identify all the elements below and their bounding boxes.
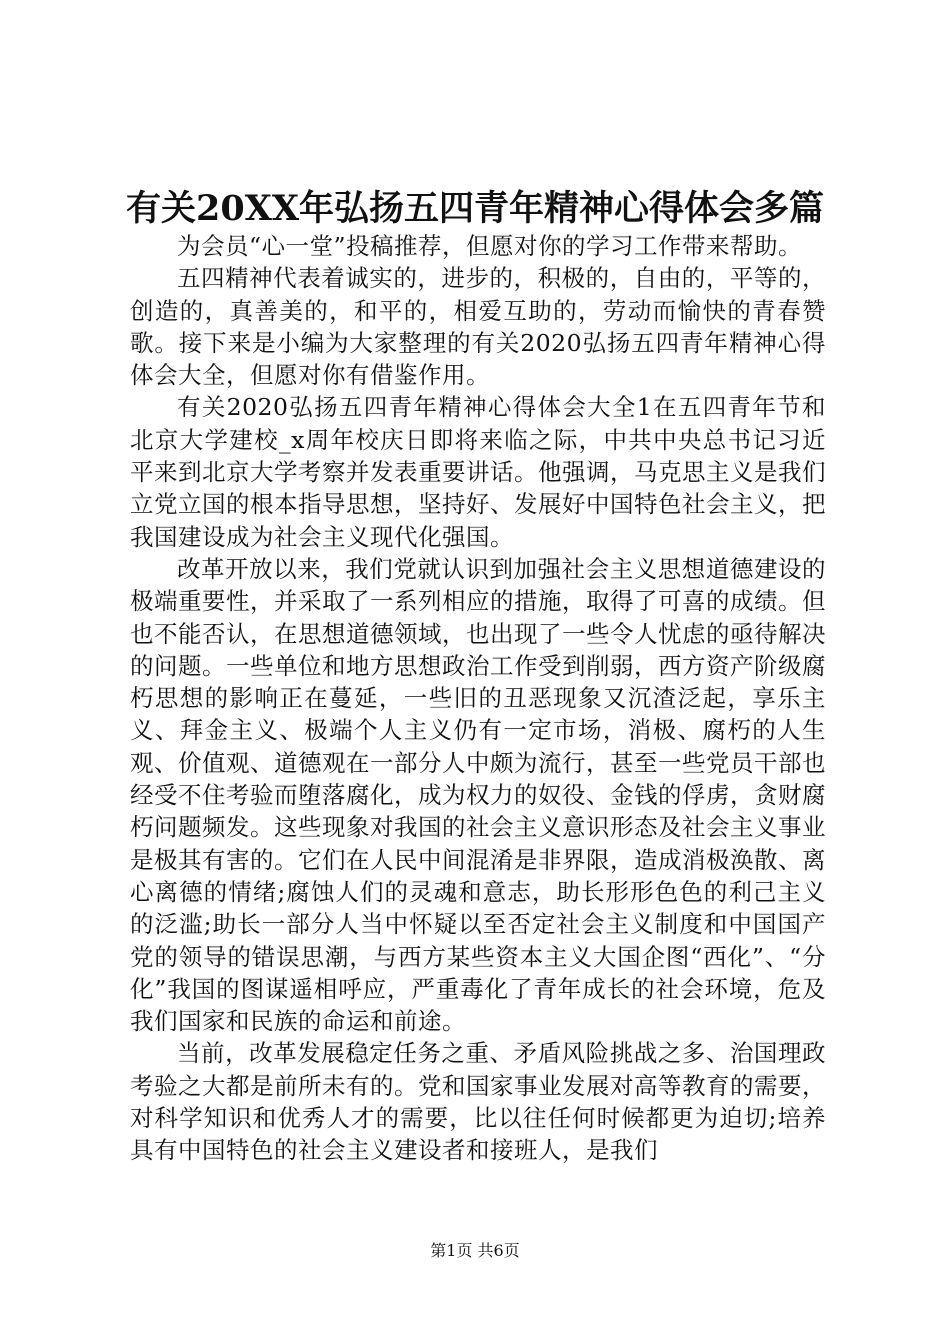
- document-body: [130, 230, 826, 1167]
- document-title: 有关20XX年弘扬五四青年精神心得体会多篇: [125, 188, 825, 229]
- page-number: 第1页 共6页: [430, 1241, 520, 1260]
- page-footer: [0, 1241, 950, 1261]
- paragraph-current: 当前，改革发展稳定任务之重、矛盾风险挑战之多、治国理政考验之大都是前所未有的。党和国家事业发展对高等教育的需要，对科学知识和优秀人才的需要，比以往任何时候都更为迫切;培养具有中国特色的社会主义建设者和接班人，是我们: [130, 1039, 826, 1165]
- paragraph-essay-1: 有关2020弘扬五四青年精神心得体会大全1在五四青年节和北京大学建校_x周年校庆日即将来临之际，中共中央总书记习近平来到北京大学考察并发表重要讲话。他强调，马克思主义是我们立党立国的根本指导思想，坚持好、发展好中国特色社会主义，把我国建设成为社会主义现代化强国。: [130, 393, 826, 551]
- paragraph-spirit: 五四精神代表着诚实的，进步的，积极的，自由的，平等的，创造的，真善美的，和平的，相爱互助的，劳动而愉快的青春赞歌。接下来是小编为大家整理的有关2020弘扬五四青年精神心得体会大全，但愿对你有借鉴作用。: [130, 264, 826, 390]
- paragraph-reform: 改革开放以来，我们党就认识到加强社会主义思想道德建设的极端重要性，并采取了一系列相应的措施，取得了可喜的成绩。但也不能否认，在思想道德领域，也出现了一些令人忧虑的亟待解决的问题。一些单位和地方思想政治工作受到削弱，西方资产阶级腐朽思想的影响正在蔓延，一些旧的丑恶现象又沉渣泛起，享乐主义、拜金主义、极端个人主义仍有一定市场，消极、腐朽的人生观、价值观、道德观在一部分人中颇为流行，甚至一些党员干部也经受不住考验而堕落腐化，成为权力的奴役、金钱的俘虏，贪财腐朽问题频发。这些现象对我国的社会主义意识形态及社会主义事业是极其有害的。它们在人民中间混淆是非界限，造成消极涣散、离心离德的情绪;腐蚀人们的灵魂和意志，助长形形色色的利己主义的泛滥;助长一部分人当中怀疑以至否定社会主义制度和中国国产党的领导的错误思潮，与西方某些资本主义大国企图“西化”、“分化”我国的图谋遥相呼应，严重毒化了青年成长的社会环境，危及我们国家和民族的命运和前途。: [130, 554, 826, 1036]
- paragraph-intro: 为会员“心一堂”投稿推荐，但愿对你的学习工作带来帮助。: [177, 232, 803, 260]
